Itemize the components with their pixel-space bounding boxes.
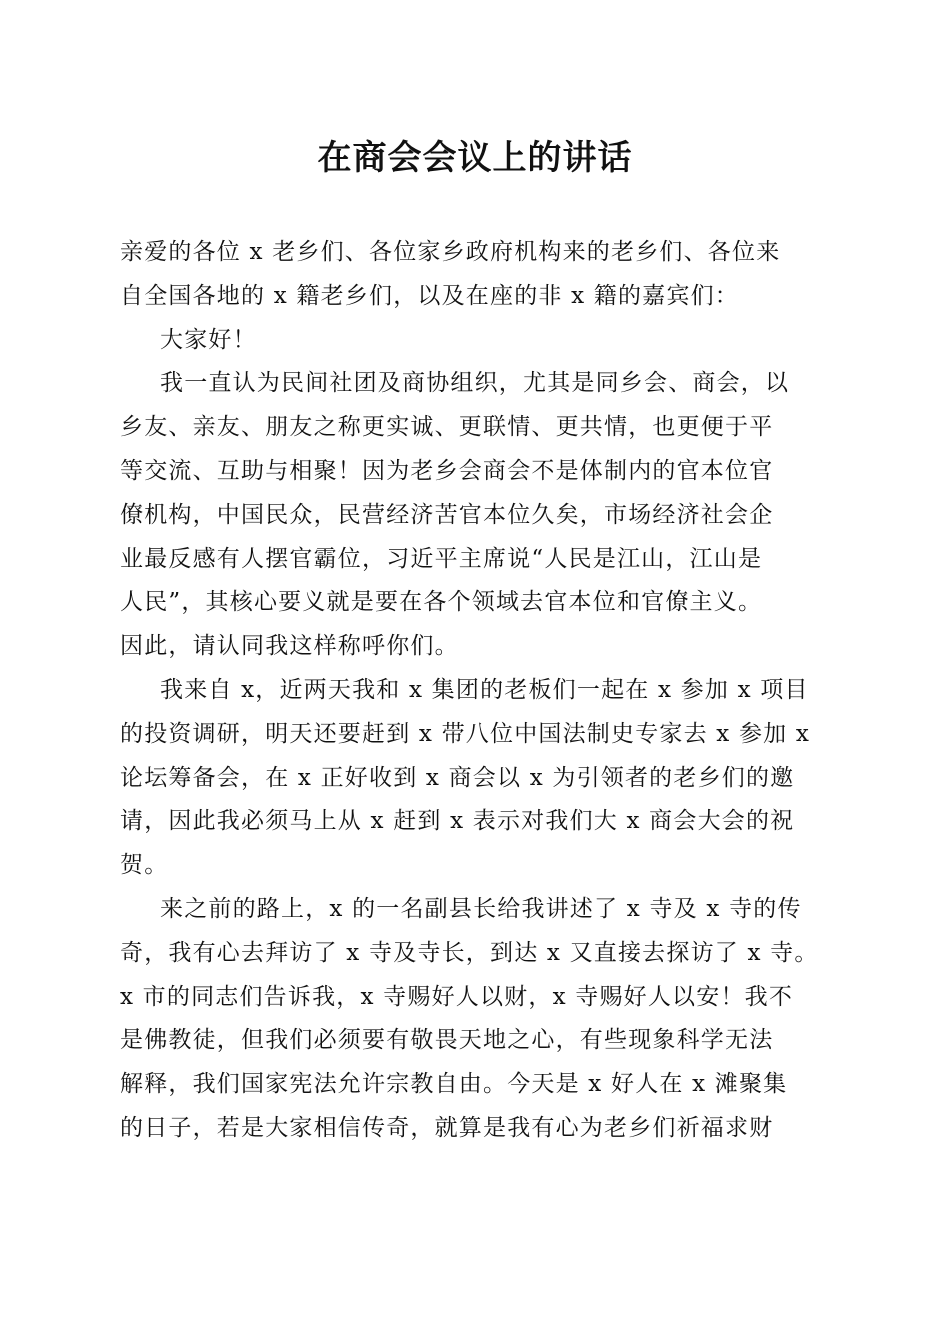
text-line: 贺。 bbox=[120, 852, 169, 879]
text-line: 解释，我们国家宪法允许宗教自由。今天是 x 好人在 x 滩聚集 bbox=[120, 1071, 788, 1098]
text-line: 我来自 x，近两天我和 x 集团的老板们一起在 x 参加 x 项目 bbox=[160, 676, 809, 703]
text-line: 来之前的路上，x 的一名副县长给我讲述了 x 寺及 x 寺的传 bbox=[160, 895, 802, 922]
text-line: 等交流、互助与相聚！因为老乡会商会不是体制内的官本位官 bbox=[120, 457, 774, 484]
text-line: 是佛教徒，但我们必须要有敬畏天地之心，有些现象科学无法 bbox=[120, 1027, 774, 1054]
text-line: 人民”，其核心要义就是要在各个领域去官本位和官僚主义。 bbox=[120, 589, 763, 616]
text-line: 论坛筹备会，在 x 正好收到 x 商会以 x 为引领者的老乡们的邀 bbox=[120, 764, 795, 791]
text-line: 的投资调研，明天还要赶到 x 带八位中国法制史专家去 x 参加 x bbox=[120, 720, 811, 747]
text-line: 因此，请认同我这样称呼你们。 bbox=[120, 633, 459, 660]
text-line: 乡友、亲友、朋友之称更实诚、更联情、更共情，也更便于平 bbox=[120, 414, 774, 441]
document-title: 在商会会议上的讲话 bbox=[317, 138, 633, 178]
text-line: 亲爱的各位 x 老乡们、各位家乡政府机构来的老乡们、各位来 bbox=[120, 239, 781, 265]
text-line: 请，因此我必须马上从 x 赶到 x 表示对我们大 x 商会大会的祝 bbox=[120, 808, 795, 835]
text-line: 的日子，若是大家相信传奇，就算是我有心为老乡们祈福求财 bbox=[120, 1114, 774, 1141]
document-body bbox=[120, 231, 830, 1151]
text-line: 我一直认为民间社团及商协组织，尤其是同乡会、商会，以 bbox=[160, 370, 790, 397]
text-line: 大家好！ bbox=[160, 326, 257, 353]
text-line: 奇，我有心去拜访了 x 寺及寺长，到达 x 又直接去探访了 x 寺。 bbox=[120, 939, 819, 966]
text-line: 僚机构，中国民众，民营经济苦官本位久矣，市场经济社会企 bbox=[120, 501, 774, 528]
text-line: 自全国各地的 x 籍老乡们，以及在座的非 x 籍的嘉宾们： bbox=[120, 282, 739, 309]
text-line: 业最反感有人摆官霸位，习近平主席说“人民是江山，江山是 bbox=[120, 545, 763, 572]
text-line: x 市的同志们告诉我，x 寺赐好人以财，x 寺赐好人以安！我不 bbox=[120, 983, 794, 1010]
